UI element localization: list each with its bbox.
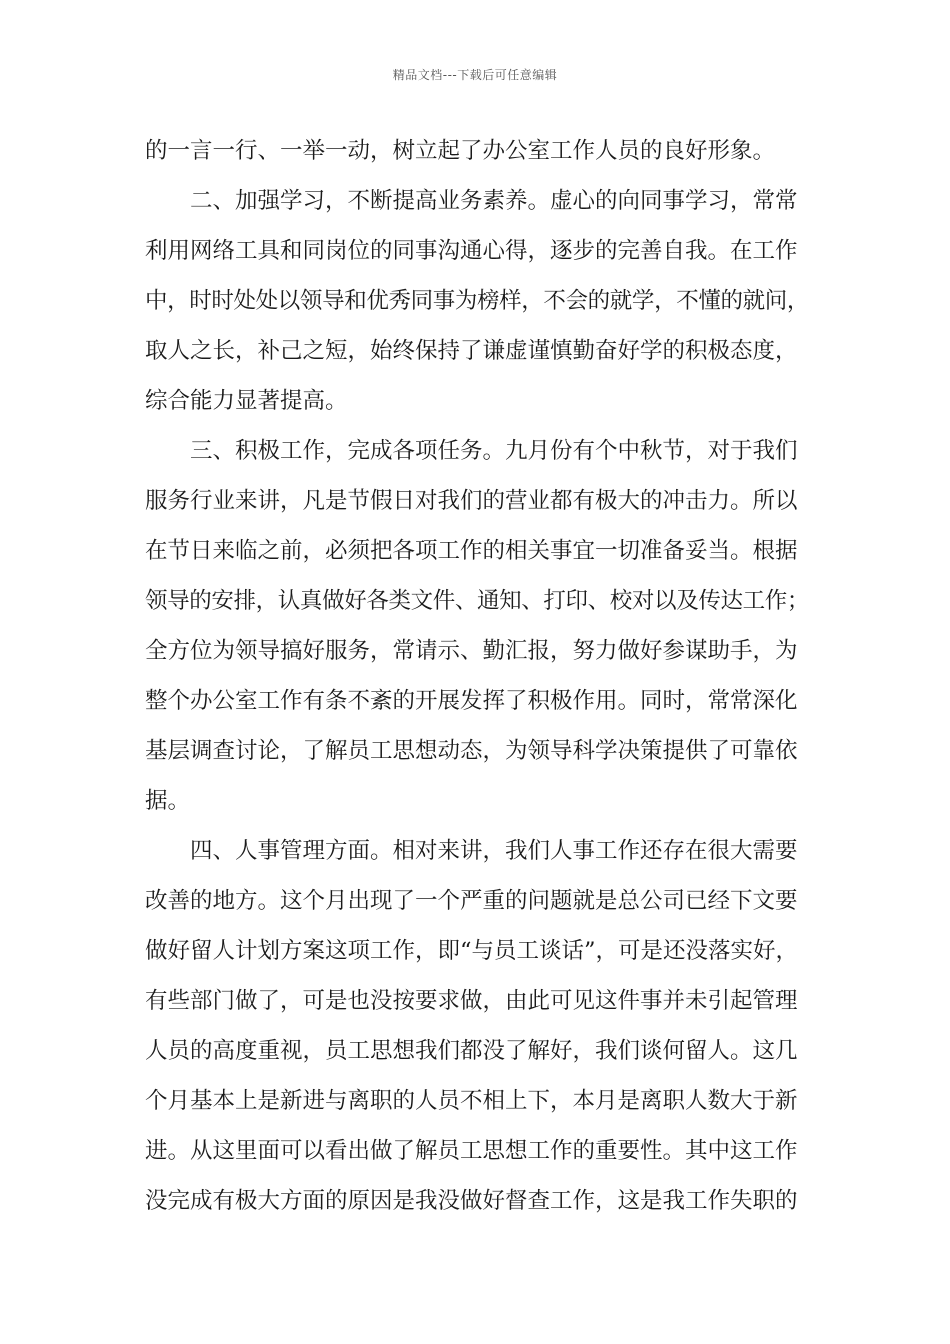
text-line: 服务行业来讲，凡是节假日对我们的营业都有极大的冲击力。所以 bbox=[145, 488, 798, 514]
page-header: 精品文档---下载后可任意编辑 bbox=[392, 68, 558, 82]
text-line: 全方位为领导搞好服务，常请示、勤汇报，努力做好参谋助手，为 bbox=[145, 638, 798, 664]
text-line: 基层调查讨论，了解员工思想动态，为领导科学决策提供了可靠依 bbox=[145, 738, 798, 764]
text-line: 二、加强学习，不断提高业务素养。虚心的向同事学习，常常 bbox=[190, 188, 798, 214]
text-line: 个月基本上是新进与离职的人员不相上下，本月是离职人数大于新 bbox=[145, 1088, 798, 1114]
text-line: 没完成有极大方面的原因是我没做好督查工作，这是我工作失职的 bbox=[145, 1188, 798, 1214]
text-line: 人员的高度重视，员工思想我们都没了解好，我们谈何留人。这几 bbox=[145, 1038, 798, 1064]
text-line: 据。 bbox=[145, 788, 191, 814]
document-body bbox=[145, 126, 809, 1226]
text-line: 做好留人计划方案这项工作，即“与员工谈话”，可是还没落实好， bbox=[145, 938, 799, 964]
text-line: 四、人事管理方面。相对来讲，我们人事工作还存在很大需要 bbox=[190, 838, 798, 864]
text-line: 整个办公室工作有条不紊的开展发挥了积极作用。同时，常常深化 bbox=[145, 688, 798, 714]
text-line: 在节日来临之前，必须把各项工作的相关事宜一切准备妥当。根据 bbox=[145, 538, 798, 564]
text-line: 中，时时处处以领导和优秀同事为榜样，不会的就学，不懂的就问， bbox=[145, 288, 809, 314]
text-line: 利用网络工具和同岗位的同事沟通心得，逐步的完善自我。在工作 bbox=[145, 238, 798, 264]
text-line: 综合能力显著提高。 bbox=[145, 388, 348, 414]
text-line: 取人之长，补己之短，始终保持了谦虚谨慎勤奋好学的积极态度， bbox=[145, 338, 798, 364]
text-line: 的一言一行、一举一动，树立起了办公室工作人员的良好形象。 bbox=[145, 138, 776, 164]
text-line: 领导的安排，认真做好各类文件、通知、打印、校对以及传达工作； bbox=[145, 588, 809, 614]
text-line: 改善的地方。这个月出现了一个严重的问题就是总公司已经下文要 bbox=[145, 888, 798, 914]
text-line: 有些部门做了，可是也没按要求做，由此可见这件事并未引起管理 bbox=[145, 988, 798, 1014]
text-line: 三、积极工作，完成各项任务。九月份有个中秋节，对于我们 bbox=[190, 438, 798, 464]
text-line: 进。从这里面可以看出做了解员工思想工作的重要性。其中这工作 bbox=[145, 1138, 798, 1164]
